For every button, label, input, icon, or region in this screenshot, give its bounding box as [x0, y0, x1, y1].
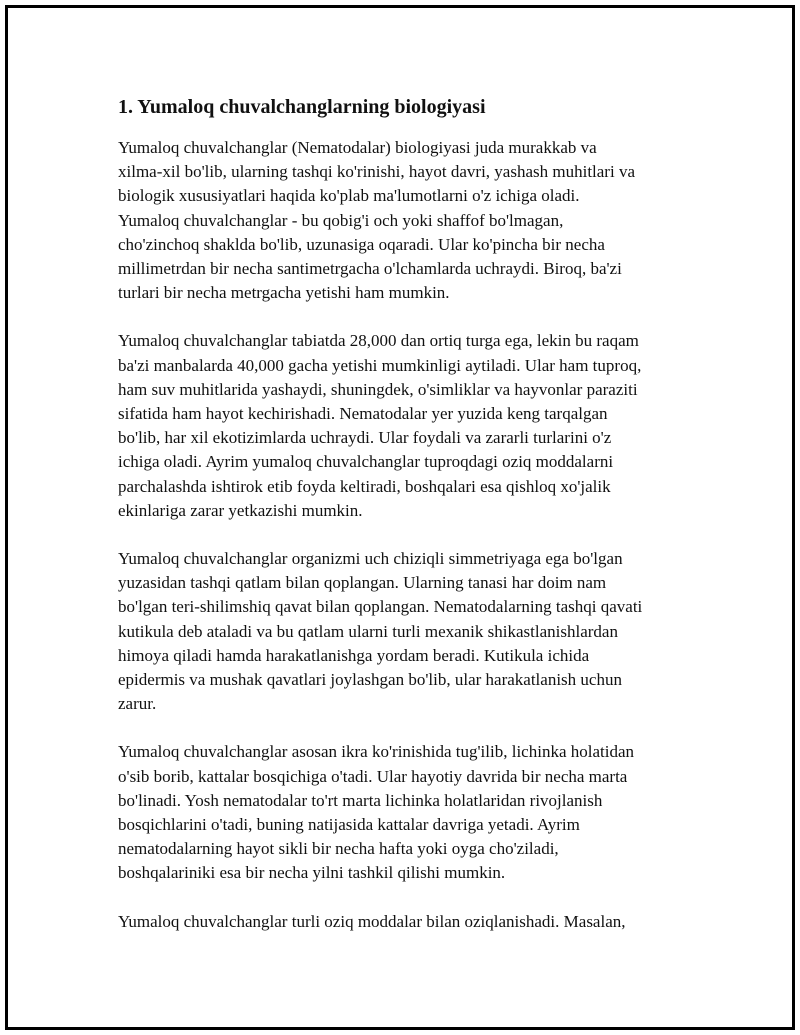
text-line: Yumaloq chuvalchanglar - bu qobig'i och yoki shaffof bo'lmagan, [118, 210, 564, 230]
text-line: bosqichlarini o'tadi, buning natijasida kattalar davriga yetadi. Ayrim [118, 815, 580, 835]
text-line: o'sib borib, kattalar bosqichiga o'tadi. Ular hayotiy davrida bir necha marta [118, 766, 628, 786]
text-line: Yumaloq chuvalchanglar asosan ikra ko'rinishida tug'ilib, lichinka holatidan [118, 742, 635, 762]
text-line: ekinlariga zarar yetkazishi mumkin. [118, 500, 363, 520]
text-line: epidermis va mushak qavatlari joylashgan bo'lib, ular harakatlanish uchun [118, 670, 622, 690]
text-line: bo'lgan teri-shilimshiq qavat bilan qoplangan. Nematodalarning tashqi qavati [118, 597, 643, 617]
text-line: ham suv muhitlarida yashaydi, shuningdek, o'simliklar va hayvonlar paraziti [118, 379, 638, 399]
text-line: Yumaloq chuvalchanglar organizmi uch chiziqli simmetriyaga ega bo'lgan [118, 549, 623, 569]
paragraph-5 [118, 910, 684, 934]
text-line: himoya qiladi hamda harakatlanishga yordam beradi. Kutikula ichida [118, 645, 590, 665]
text-line: yuzasidan tashqi qatlam bilan qoplangan. Ularning tanasi har doim nam [118, 573, 607, 593]
text-line: nematodalarning hayot sikli bir necha hafta yoki oyga cho'ziladi, [118, 839, 559, 859]
text-line: millimetrdan bir necha santimetrgacha o'lchamlarda uchraydi. Biroq, ba'zi [118, 259, 622, 279]
text-line: xilma-xil bo'lib, ularning tashqi ko'rinishi, hayot davri, yashash muhitlari va [118, 162, 635, 182]
text-line: zarur. [118, 694, 157, 714]
text-line: sifatida ham hayot kechirishadi. Nematodalar yer yuzida keng tarqalgan [118, 404, 608, 424]
text-line: bo'lib, har xil ekotizimlarda uchraydi. Ular foydali va zararli turlarini o'z [118, 428, 612, 448]
text-line: kutikula deb ataladi va bu qatlam ularni turli mexanik shikastlanishlardan [118, 621, 618, 641]
document-body [118, 92, 684, 958]
text-line: boshqalariniki esa bir necha yilni tashkil qilishi mumkin. [118, 863, 506, 883]
paragraph-2 [118, 329, 684, 523]
text-line: turlari bir necha metrgacha yetishi ham mumkin. [118, 283, 450, 303]
paragraph-1 [118, 136, 684, 305]
section-title: 1. Yumaloq chuvalchanglarning biologiyasi [118, 96, 486, 118]
text-line: ba'zi manbalarda 40,000 gacha yetishi mumkinligi aytiladi. Ular ham tuproq, [118, 355, 642, 375]
text-line: parchalashda ishtirok etib foyda keltiradi, boshqalari esa qishloq xo'jalik [118, 476, 611, 496]
text-line: Yumaloq chuvalchanglar turli oziq moddalar bilan oziqlanishadi. Masalan, [118, 911, 626, 931]
paragraph-4 [118, 740, 684, 885]
text-line: ichiga oladi. Ayrim yumaloq chuvalchanglar tuproqdagi oziq moddalarni [118, 452, 614, 472]
text-line: bo'linadi. Yosh nematodalar to'rt marta lichinka holatlaridan rivojlanish [118, 790, 603, 810]
paragraph-3 [118, 547, 684, 716]
text-line: Yumaloq chuvalchanglar (Nematodalar) biologiyasi juda murakkab va [118, 138, 597, 157]
text-line: Yumaloq chuvalchanglar tabiatda 28,000 dan ortiq turga ega, lekin bu raqam [118, 331, 639, 351]
text-line: cho'zinchoq shaklda bo'lib, uzunasiga oqaradi. Ular ko'pincha bir necha [118, 234, 605, 254]
text-line: biologik xususiyatlari haqida ko'plab ma'lumotlarni o'z ichiga oladi. [118, 186, 580, 206]
